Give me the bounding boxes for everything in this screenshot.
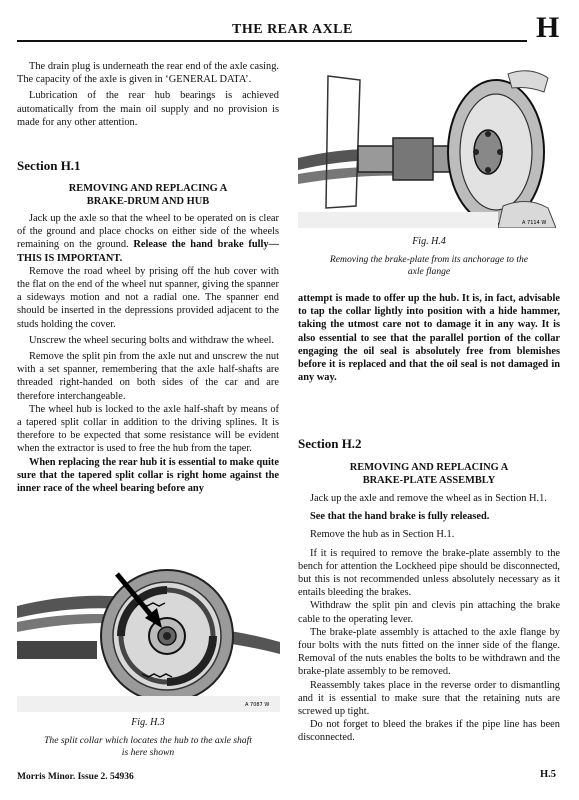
fig-h3-code: A 7087 W (245, 702, 270, 708)
section-letter: H (536, 11, 560, 44)
important-note: Release the hand brake fully—THIS IS IMPORTANT. (17, 239, 279, 264)
subheading-line: REMOVING AND REPLACING A (349, 462, 509, 473)
footer-left: Morris Minor. Issue 2. 54936 (17, 772, 134, 782)
fig-h4-label: Fig. H.4 (412, 236, 446, 247)
fig-h4-code: A 7114 W (522, 220, 547, 226)
subheading-line: BRAKE-PLATE ASSEMBLY (362, 474, 496, 486)
paragraph (17, 212, 279, 265)
paragraph: Withdraw the split pin and clevis pin attaching the brake cable to the operating lever. (298, 600, 560, 625)
caption-line: axle flange (407, 266, 451, 277)
subheading-line: REMOVING AND REPLACING A (68, 183, 228, 194)
section-h1-heading: Section H.1 (17, 158, 81, 173)
paragraph-text: Jack up the axle so that the wheel to be operated on is clear of the ground and place chocks on either side of the wheels remaining on the ground. (17, 213, 279, 251)
paragraph: Remove the hub as in Section H.1. (310, 529, 455, 541)
section-h2-body (298, 492, 560, 745)
left-intro (17, 60, 279, 129)
section-h1-continued (298, 292, 560, 384)
header-rule (17, 40, 527, 42)
fig-h4-illustration (298, 56, 556, 228)
caption-line: Removing the brake-plate from its anchorage to the (329, 254, 529, 265)
paragraph: If it is required to remove the brake-plate assembly to the bench for attention the Lockheed pipe should be disconnected, but this is not recommended unless absolutely necessary as it entails bleeding the brakes. (298, 547, 560, 599)
paragraph: The brake-plate assembly is attached to the axle flange by four bolts with the nuts fitted on the inner side of the flange. Removal of the nuts enables the bolts to be withdrawn and the brake-plate assembly to be removed. (298, 626, 560, 678)
paragraph: Remove the split pin from the axle nut and unscrew the nut with a set spanner, remembering that the axle half-shafts are threaded right-handed on both sides of the car and are therefore interchangeable. (17, 351, 279, 402)
paragraph: When replacing the rear hub it is essential to make quite sure that the tapered split collar is right home against the inner race of the wheel bearing before any (17, 456, 279, 495)
caption-line: is here shown (121, 747, 175, 758)
paragraph: The drain plug is underneath the rear end of the axle casing. The capacity of the axle is given in ‘GENERAL DATA’. (17, 61, 279, 86)
paragraph: Lubrication of the rear hub bearings is achieved automatically from the main oil supply and no provision is made for any other attention. (17, 90, 279, 128)
fig-h3-caption (17, 735, 279, 759)
subheading-line: BRAKE-DRUM AND HUB (86, 195, 210, 207)
paragraph: Remove the road wheel by prising off the hub cover with the flat on the end of the wheel nut spanner, giving the spanner a sideways motion and not a radial one. The spanner end should be inserted in the depressions provided adjacent to the studs holding the cover. (17, 265, 279, 330)
section-h2-heading: Section H.2 (298, 436, 362, 451)
paragraph: The wheel hub is locked to the axle half-shaft by means of a tapered split collar in addition to the driving splines. It is therefore to be expected that some resistance will be evident when the extractor is used to free the hub from the taper. (17, 403, 279, 455)
fig-h3-label: Fig. H.3 (131, 717, 165, 728)
paragraph: attempt is made to offer up the hub. It is, in fact, advisable to tap the collar lightly into position with a hide hammer, taking the utmost care not to damage it in any way. It is also essential to see that the parallel portion of the collar engaging the oil seal is absolutely free from blemishes before it is replaced and that the oil seal is not damaged in any way. (298, 293, 560, 384)
section-h1-subheading (17, 183, 279, 208)
caption-line: The split collar which locates the hub to the axle shaft (44, 735, 252, 746)
paragraph: Jack up the axle and remove the wheel as in Section H.1. (310, 493, 547, 504)
fig-h3-illustration (17, 546, 280, 712)
paragraph: See that the hand brake is fully released. (310, 511, 490, 523)
paragraph: Reassembly takes place in the reverse order to dismantling and it is essential to make sure that the retaining nuts are screwed up tight. (298, 679, 560, 718)
page-number: H.5 (540, 769, 557, 780)
fig-h4-caption (298, 254, 560, 278)
page-title: THE REAR AXLE (232, 22, 353, 37)
paragraph: Unscrew the wheel securing bolts and withdraw the wheel. (29, 334, 274, 346)
paragraph: Do not forget to bleed the brakes if the pipe line has been disconnected. (298, 719, 560, 744)
section-h2-subheading (298, 462, 560, 487)
section-h1-body (17, 212, 279, 495)
